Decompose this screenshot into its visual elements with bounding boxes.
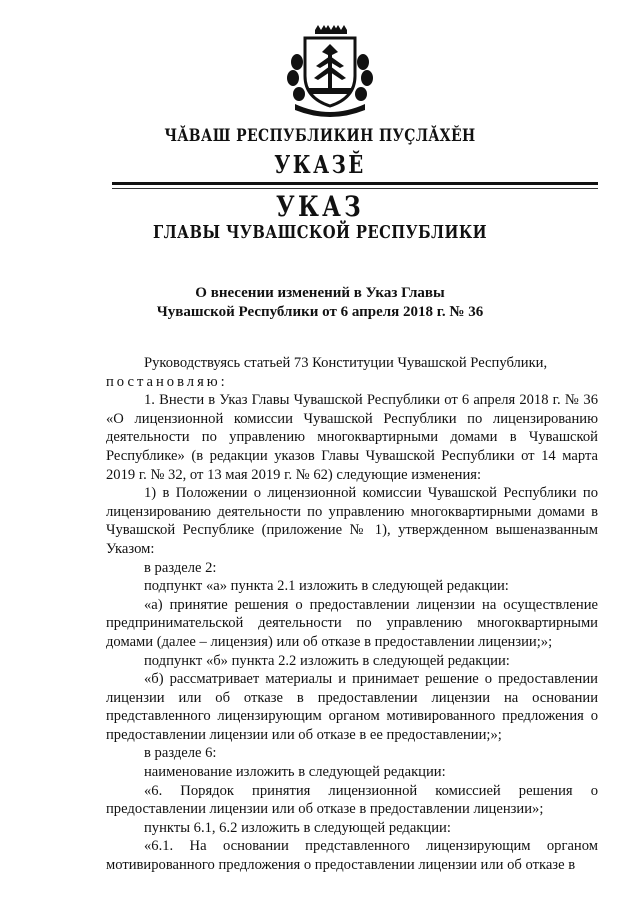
chuvash-coat-of-arms-emblem xyxy=(285,22,375,118)
paragraph-11: пункты 6.1, 6.2 изложить в следующей редакции: xyxy=(144,819,451,836)
paragraph-9: наименование изложить в следующей редакции: xyxy=(144,764,446,781)
paragraph-4: подпункт «а» пункта 2.1 изложить в следующей редакции: xyxy=(144,578,509,595)
decree-subject xyxy=(100,284,540,322)
decree-body xyxy=(106,354,598,875)
paragraph-3: в разделе 2: xyxy=(144,559,217,576)
paragraph-7: «б) рассматривает материалы и принимает решение о предоставлении лицензии или об отказе в предоставлении лицензии на основании представленного лицензирующим органом мотивированного предложения о предоставлении лицензии или об отказе в ее предоставлении;»; xyxy=(106,671,598,743)
chuvash-header-line2: УКАЗĔ xyxy=(274,150,366,179)
subject-line1: О внесении изменений в Указ Главы xyxy=(195,285,445,301)
chuvash-header-line1: ЧĂВАШ РЕСПУБЛИКИН ПУÇЛĂХĔН xyxy=(164,126,476,146)
header-divider-thick xyxy=(112,182,598,185)
decree-word xyxy=(106,373,598,392)
paragraph-5: «а) принятие решения о предоставлении лицензии на осуществление предпринимательской деятельности по управлению многоквартирными домами (далее – лицензия) или об отказе в предоставлении лицензии;»; xyxy=(106,596,598,650)
paragraph-1: 1. Внести в Указ Главы Чувашской Республики от 6 апреля 2018 г. № 36 «О лицензионной комиссии Чувашской Республики по лицензированию деятельности по управлению многоквартирными домами в Чувашской Республике» (в редакции указов Главы Чувашской Республики от 14 марта 2019 г. № 32, от 13 мая 2019 г. № 62) следующие изменения: xyxy=(106,392,598,483)
subject-line2: Чувашской Республики от 6 апреля 2018 г. № 36 xyxy=(156,304,484,320)
decree-word-text: постановляю: xyxy=(106,373,228,390)
paragraph-2: 1) в Положении о лицензионной комиссии Чувашской Республики по лицензированию деятельности по управлению многоквартирными домами в Чувашской Республике (приложение № 1), утвержденном вышеназванным Указом: xyxy=(106,485,598,557)
russian-header-subtitle: ГЛАВЫ ЧУВАШСКОЙ РЕСПУБЛИКИ xyxy=(152,222,488,243)
paragraph-8: в разделе 6: xyxy=(144,745,217,762)
intro-paragraph: Руководствуясь статьей 73 Конституции Чувашской Республики, xyxy=(144,355,548,371)
russian-header-title: УКАЗ xyxy=(276,190,364,223)
paragraph-6: подпункт «б» пункта 2.2 изложить в следующей редакции: xyxy=(144,652,510,669)
paragraph-12: «6.1. На основании представленного лицензирующим органом мотивированного предложения о предоставлении лицензии или об отказе в xyxy=(106,838,598,874)
paragraph-10: «6. Порядок принятия лицензионной комиссией решения о предоставлении лицензии или об отказе в предоставлении лицензии»; xyxy=(106,782,598,818)
header-divider-thin xyxy=(112,188,598,189)
